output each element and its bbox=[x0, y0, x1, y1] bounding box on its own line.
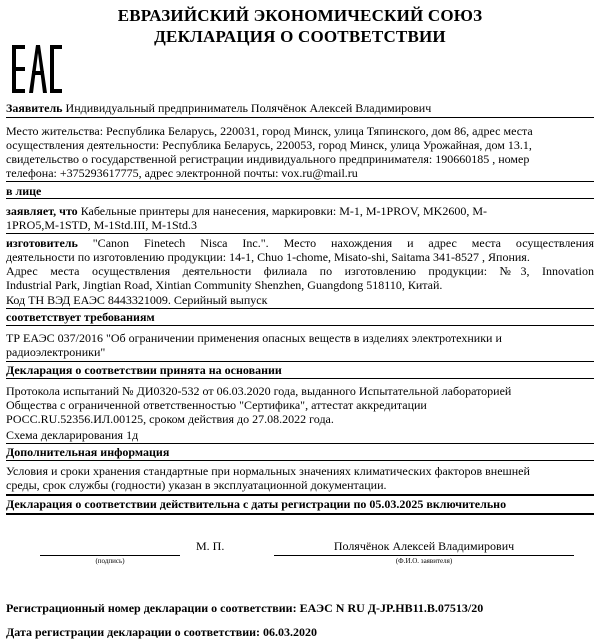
applicant-row bbox=[6, 101, 594, 115]
manufacturer-line-2: деятельности по изготовлению продукции: 14-1, Chuo 1-chome, Misato-shi, Saitama 341-8527 , Япония. bbox=[6, 250, 530, 264]
stamp-placeholder: М. П. bbox=[196, 539, 225, 553]
divider bbox=[6, 378, 594, 379]
divider bbox=[6, 494, 594, 496]
divider bbox=[6, 233, 594, 234]
declares-label: заявляет, что bbox=[6, 204, 78, 218]
manufacturer-line-3: Адрес места осуществления деятельности филиала по изготовлению продукции: №3, Innovation bbox=[6, 264, 594, 278]
validity-text: Декларация о соответствии действительна с даты регистрации по 05.03.2025 включительно bbox=[6, 497, 507, 511]
divider bbox=[6, 513, 594, 515]
address-line-2: осуществления деятельности: Республика Беларусь, 220053, город Минск, улица Урожайная, дом 13.1, bbox=[6, 138, 532, 152]
declares-row bbox=[6, 204, 594, 218]
applicant-name-signature: Полячёнок Алексей Владимирович bbox=[333, 539, 515, 553]
header-union-title: ЕВРАЗИЙСКИЙ ЭКОНОМИЧЕСКИЙ СОЮЗ bbox=[117, 6, 483, 25]
manufacturer-line-5: Код ТН ВЭД ЕАЭС 8443321009. Серийный выпуск bbox=[6, 293, 268, 307]
registration-number: Регистрационный номер декларации о соответствии: ЕАЭС N RU Д-JP.НВ11.В.07513/20 bbox=[6, 601, 484, 615]
requirements-line-1: ТР ЕАЭС 037/2016 "Об ограничении применения опасных веществ в изделиях электротехники и bbox=[6, 331, 502, 345]
signature-line bbox=[40, 555, 180, 556]
manufacturer-line-1: "Canon Finetech Nisca Inc.". Место нахождения и адрес места осуществления bbox=[77, 236, 594, 250]
manufacturer-label: изготовитель bbox=[6, 236, 78, 250]
divider bbox=[6, 443, 594, 444]
divider bbox=[6, 117, 594, 118]
requirements-line-2: радиоэлектроники" bbox=[6, 345, 106, 359]
additional-line-2: среды, срок службы (годности) указан в эксплуатационной документации. bbox=[6, 478, 387, 492]
eac-mark-icon bbox=[10, 43, 64, 95]
divider bbox=[6, 361, 594, 362]
name-caption: (Ф.И.О. заявителя) bbox=[395, 557, 453, 565]
requirements-label: соответствует требованиям bbox=[6, 310, 155, 324]
declares-line-2: 1PRO5,M-1STD, M-1Std.III, M-1Std.3 bbox=[6, 218, 198, 232]
divider bbox=[6, 181, 594, 182]
declares-line-1: Кабельные принтеры для нанесения, маркировки: M-1, M-1PROV, MK2600, M- bbox=[77, 204, 488, 218]
header-declaration-title: ДЕКЛАРАЦИЯ О СООТВЕТСТВИИ bbox=[154, 27, 446, 46]
address-line-1: Место жительства: Республика Беларусь, 220031, город Минск, улица Тяпинского, дом 86, адрес места bbox=[6, 124, 533, 138]
additional-line-1: Условия и сроки хранения стандартные при нормальных значениях климатических факторов внешней bbox=[6, 464, 530, 478]
in-person-label: в лице bbox=[6, 184, 42, 198]
applicant-label: Заявитель bbox=[6, 101, 63, 115]
basis-line-1: Протокола испытаний № ДИ0320-532 от 06.03.2020 года, выданного Испытательной лабораторией bbox=[6, 384, 512, 398]
divider bbox=[6, 460, 594, 461]
additional-label: Дополнительная информация bbox=[6, 445, 170, 459]
divider bbox=[6, 325, 594, 326]
name-line bbox=[274, 555, 574, 556]
signature-caption: (подпись) bbox=[95, 557, 125, 565]
manufacturer-row bbox=[6, 236, 594, 250]
address-line-4: телефона: +375293617775, адрес электронной почты: vox.ru@mail.ru bbox=[6, 166, 358, 180]
address-line-3: свидетельство о государственной регистрации индивидуального предпринимателя: 190660185 , номер bbox=[6, 152, 530, 166]
basis-line-2: Общества с ограниченной ответственностью "Сертифика", аттестат аккредитации bbox=[6, 398, 427, 412]
manufacturer-line-4: Industrial Park, Jingtian Road, Xintian Community Shenzhen, Guangdong 518110, Китай. bbox=[6, 278, 443, 292]
divider bbox=[6, 198, 594, 199]
registration-date: Дата регистрации декларации о соответствии: 06.03.2020 bbox=[6, 625, 318, 639]
basis-line-4: Схема декларирования 1д bbox=[6, 428, 139, 442]
applicant-value: Индивидуальный предприниматель Полячёнок Алексей Владимирович bbox=[62, 101, 432, 115]
divider bbox=[6, 308, 594, 309]
basis-line-3: РОСС.RU.52356.ИЛ.00125, сроком действия до 27.08.2022 года. bbox=[6, 412, 334, 426]
basis-label: Декларация о соответствии принята на основании bbox=[6, 363, 282, 377]
